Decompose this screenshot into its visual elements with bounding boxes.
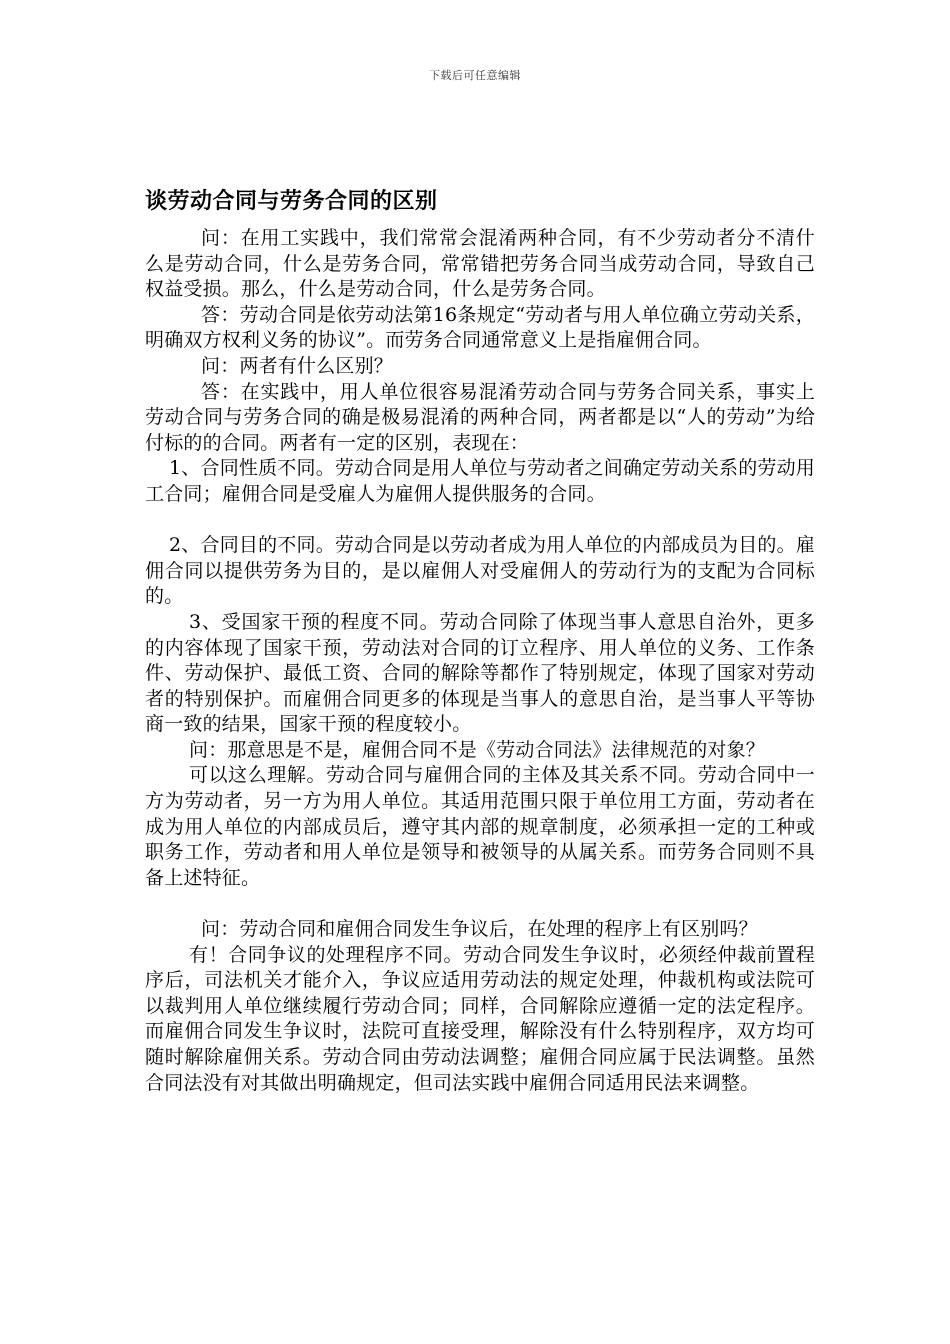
list-item-paragraph: 2、合同目的不同。劳动合同是以劳动者成为用人单位的内部成员为目的。雇佣合同以提供劳务为目的，是以雇佣人对受雇佣人的劳动行为的支配为合同标的。 (145, 534, 815, 608)
header-note: 下载后可任意编辑 (429, 69, 521, 82)
document-title: 谈劳动合同与劳务合同的区别 (145, 189, 438, 214)
answer-paragraph: 有！合同争议的处理程序不同。劳动合同发生争议时，必须经仲裁前置程序后，司法机关才能介入，争议应适用劳动法的规定处理，仲裁机构或法院可以裁判用人单位继续履行劳动合同；同样，合同解除应遵循一定的法定程序。而雇佣合同发生争议时，法院可直接受理，解除没有什么特别程序，双方均可随时解除雇佣关系。劳动合同由劳动法调整；雇佣合同应属于民法调整。虽然合同法没有对其做出明确规定，但司法实践中雇佣合同适用民法来调整。 (145, 943, 815, 1094)
answer-paragraph: 答：在实践中，用人单位很容易混淆劳动合同与劳务合同关系，事实上劳动合同与劳务合同的确是极易混淆的两种合同，两者都是以“人的劳动”为给付标的的合同。两者有一定的区别，表现在： (145, 380, 815, 454)
list-item-paragraph: 3、受国家干预的程度不同。劳动合同除了体现当事人意思自治外，更多的内容体现了国家干预，劳动法对合同的订立程序、用人单位的义务、工作条件、劳动保护、最低工资、合同的解除等都作了特别规定，体现了国家对劳动者的特别保护。而雇佣合同更多的体现是当事人的意思自治，是当事人平等协商一致的结果，国家干预的程度较小。 (145, 610, 815, 736)
answer-paragraph: 可以这么理解。劳动合同与雇佣合同的主体及其关系不同。劳动合同中一方为劳动者，另一方为用人单位。其适用范围只限于单位用工方面，劳动者在成为用人单位的内部成员后，遵守其内部的规章制度，必须承担一定的工种或职务工作，劳动者和用人单位是领导和被领导的从属关系。而劳务合同则不具备上述特征。 (145, 764, 815, 889)
answer-paragraph: 答：劳动合同是依劳动法第16条规定“劳动者与用人单位确立劳动关系，明确双方权利义务的协议”。而劳务合同通常意义上是指雇佣合同。 (145, 303, 815, 352)
paragraph-gap (145, 891, 815, 917)
paragraph-gap (145, 508, 815, 534)
question-paragraph: 问：在用工实践中，我们常常会混淆两种合同，有不少劳动者分不清什么是劳动合同，什么是劳务合同，常常错把劳务合同当成劳动合同，导致自己权益受损。那么，什么是劳动合同，什么是劳务合同。 (145, 227, 815, 301)
question-paragraph: 问：两者有什么区别？ (201, 354, 394, 377)
question-paragraph: 问：那意思是不是，雇佣合同不是《劳动合同法》法律规范的对象？ (189, 738, 766, 761)
question-paragraph: 问：劳动合同和雇佣合同发生争议后，在处理的程序上有区别吗？ (201, 918, 758, 941)
document-body (145, 226, 815, 1096)
list-item-paragraph: 1、合同性质不同。劳动合同是用人单位与劳动者之间确定劳动关系的劳动用工合同；雇佣合同是受雇人为雇佣人提供服务的合同。 (145, 457, 815, 505)
